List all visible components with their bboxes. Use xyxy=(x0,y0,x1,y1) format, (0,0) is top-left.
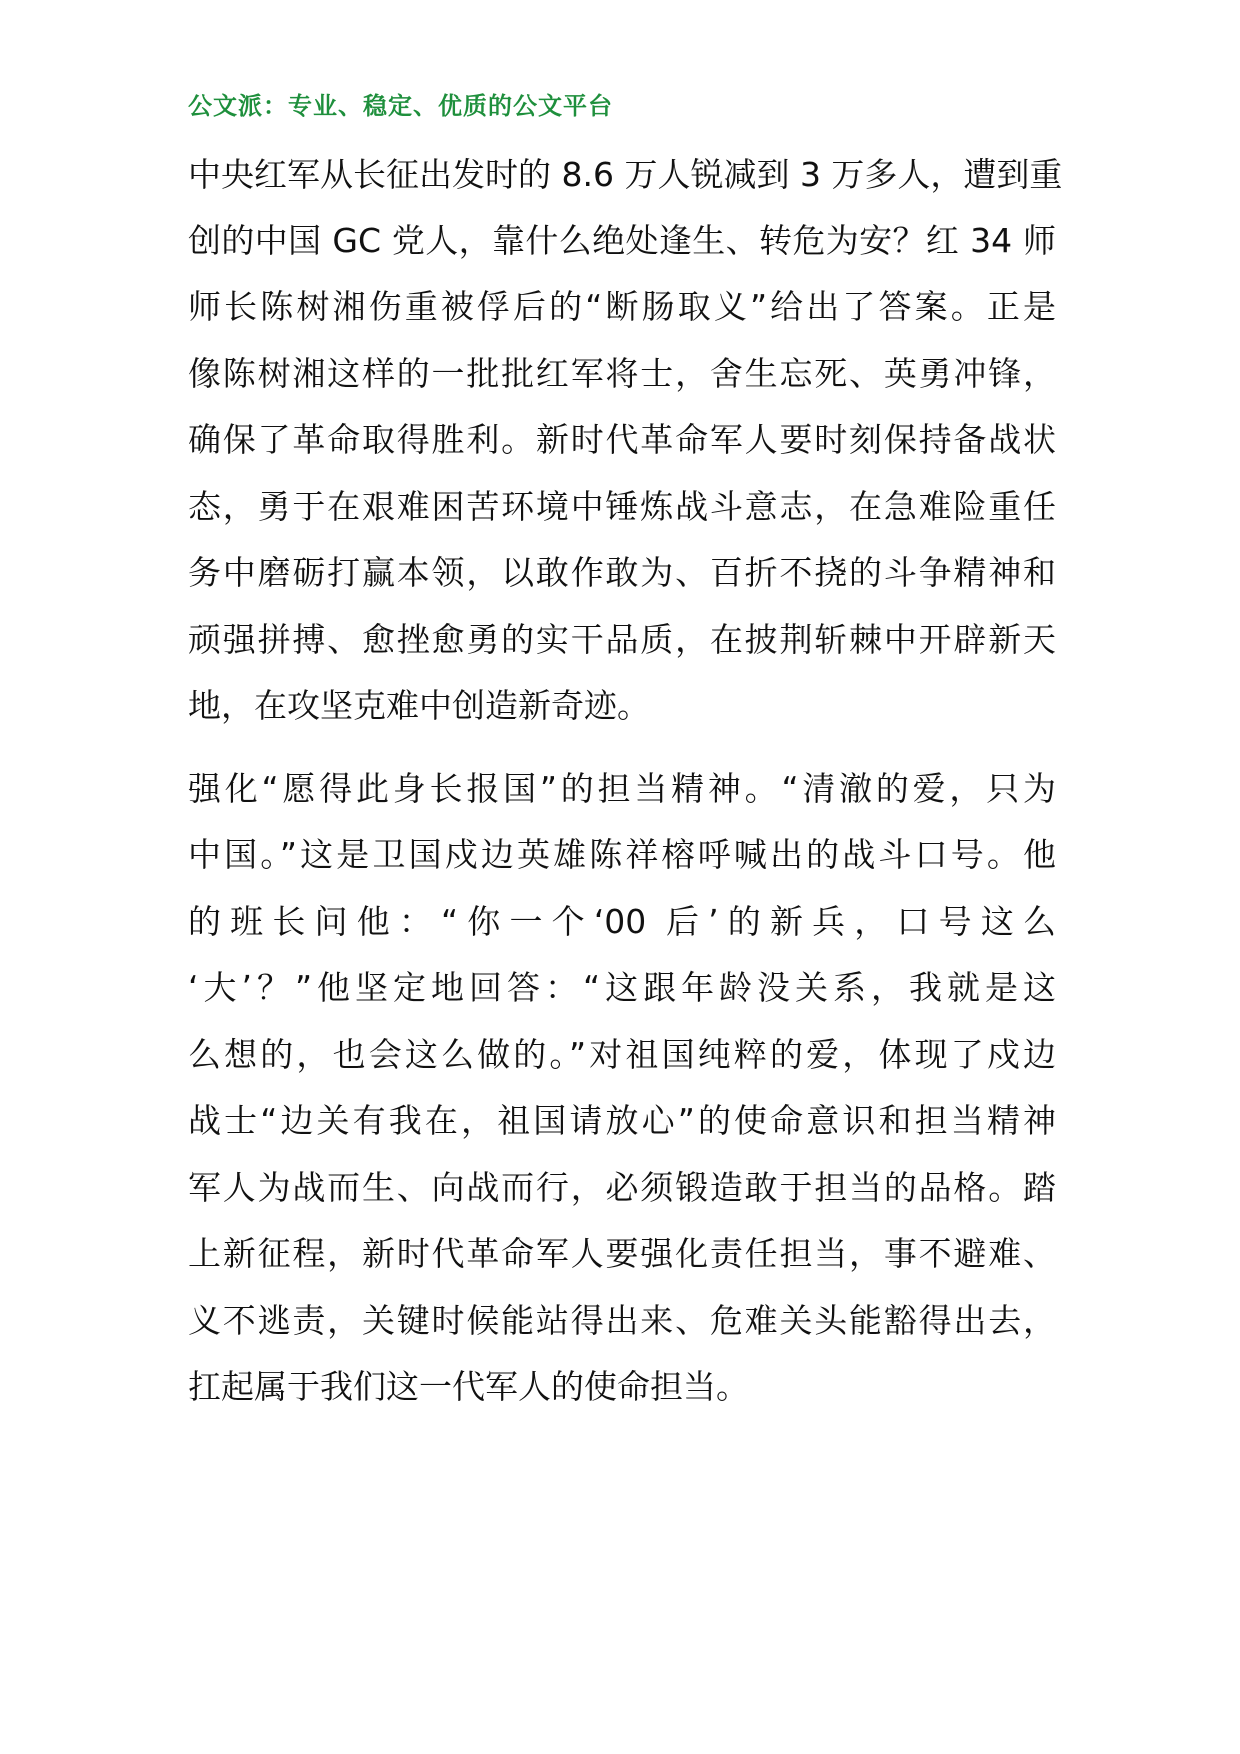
text-line: ‘大’？”他坚定地回答：“这跟年龄没关系，我就是这 xyxy=(188,968,1056,1007)
text-line: 中国。”这是卫国戍边英雄陈祥榕呼喊出的战斗口号。他 xyxy=(188,835,1056,874)
text-line: 顽强拼搏、愈挫愈勇的实干品质，在披荆斩棘中开辟新天 xyxy=(188,620,1056,659)
text-line: 地，在攻坚克难中创造新奇迹。 xyxy=(188,686,650,725)
text-line: 扛起属于我们这一代军人的使命担当。 xyxy=(188,1367,749,1406)
text-line: 强化“愿得此身长报国”的担当精神。“清澈的爱，只为 xyxy=(188,769,1056,808)
text-line: 师长陈树湘伤重被俘后的“断肠取义”给出了答案。正是 xyxy=(188,287,1056,326)
text-line: 的班长问他：“你一个‘00 后’的新兵，口号这么 xyxy=(188,902,1056,941)
text-line: 态，勇于在艰难困苦环境中锤炼战斗意志，在急难险重任 xyxy=(188,487,1056,526)
text-line: 么想的，也会这么做的。”对祖国纯粹的爱，体现了戍边 xyxy=(188,1035,1056,1074)
text-line: 确保了革命取得胜利。新时代革命军人要时刻保持备战状 xyxy=(188,420,1056,459)
text-line: 义不逃责，关键时候能站得出来、危难关头能豁得出去， xyxy=(188,1301,1056,1340)
text-line: 军人为战而生、向战而行，必须锻造敢于担当的品格。踏 xyxy=(188,1168,1056,1207)
text-line: 上新征程，新时代革命军人要强化责任担当，事不避难、 xyxy=(188,1234,1056,1273)
header-title: 公文派：专业、稳定、优质的公文平台 xyxy=(188,92,613,120)
text-line: 像陈树湘这样的一批批红军将士，舍生忘死、英勇冲锋， xyxy=(188,354,1056,393)
text-line: 中央红军从长征出发时的 8.6 万人锐减到 3 万多人，遭到重 xyxy=(188,155,1063,194)
text-line: 战士“边关有我在，祖国请放心”的使命意识和担当精神 xyxy=(188,1101,1056,1140)
text-line: 创的中国 GC 党人，靠什么绝处逢生、转危为安？红 34 师 xyxy=(188,221,1056,260)
text-line: 务中磨砺打赢本领，以敢作敢为、百折不挠的斗争精神和 xyxy=(188,553,1056,592)
